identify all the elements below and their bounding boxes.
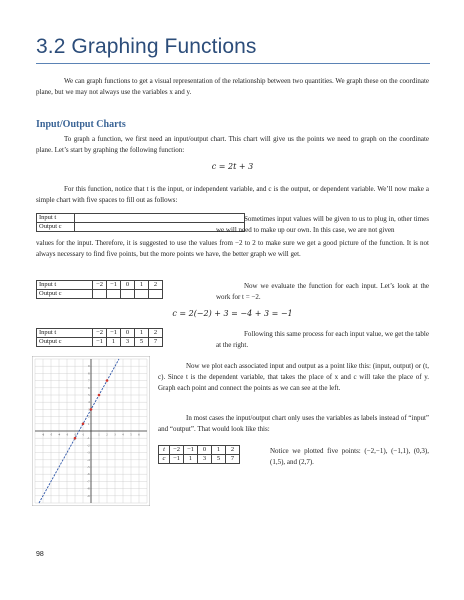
output-cell: 5 <box>135 338 149 347</box>
input-cell: 1 <box>135 281 149 290</box>
input-cell: 0 <box>121 281 135 290</box>
page-number: 98 <box>36 551 44 558</box>
title-rule <box>36 63 430 64</box>
y-tick-label: -9 <box>87 494 90 498</box>
input-cell: 1 <box>135 329 149 338</box>
equation-2: c = 2(−2) + 3 = −4 + 3 = −1 <box>172 309 293 318</box>
equation-1: c = 2t + 3 <box>211 162 254 171</box>
y-tick-label: -8 <box>87 487 90 491</box>
y-tick-label: 4 <box>88 401 90 405</box>
output-cell: −1 <box>93 338 107 347</box>
short-label-output: c <box>159 455 170 464</box>
input-cell: 2 <box>149 281 163 290</box>
data-point <box>90 408 93 411</box>
x-tick-label: 1 <box>98 433 100 437</box>
short-io-table <box>158 445 240 464</box>
y-tick-label: 6 <box>88 386 90 390</box>
output-cell: 1 <box>107 338 121 347</box>
x-tick-label: 5 <box>130 433 132 437</box>
x-tick-label: -4 <box>57 433 61 437</box>
input-cell: −1 <box>107 281 121 290</box>
paragraph-4: Now we evaluate the function for each input. Let’s look at the work for t = −2. <box>216 282 429 302</box>
y-tick-label: 2 <box>88 415 90 419</box>
paragraph-7: In most cases the input/output chart only uses the variables as labels instead of “input” and “output”. That would look like this: <box>158 414 429 434</box>
input-cell: −1 <box>107 329 121 338</box>
data-point <box>106 379 109 382</box>
y-tick-label: 8 <box>88 372 90 376</box>
input-cell: −2 <box>170 446 184 455</box>
output-cell: 5 <box>212 455 226 464</box>
x-tick-label: 4 <box>122 433 124 437</box>
table-label-output: Output c <box>37 223 75 232</box>
input-cell: 0 <box>198 446 212 455</box>
y-tick-label: 3 <box>88 408 90 412</box>
y-tick-label: 5 <box>88 394 90 397</box>
paragraph-2: For this function, notice that t is the input, or independent variable, and c is the output, or dependent variable. We’ll now make a simple chart with five spaces to fill out as follows: <box>36 185 429 205</box>
x-tick-label: -5 <box>49 433 53 437</box>
data-point <box>74 437 77 440</box>
input-cell: 1 <box>212 446 226 455</box>
input-cell: 2 <box>149 329 163 338</box>
input-cell: 2 <box>226 446 240 455</box>
input-cell: −1 <box>184 446 198 455</box>
x-tick-label: -1 <box>81 433 85 437</box>
page-title: 3.2 Graphing Functions <box>36 35 257 58</box>
y-tick-label: -6 <box>87 473 90 477</box>
x-tick-label: 6 <box>138 433 140 437</box>
input-cell: 0 <box>121 329 135 338</box>
x-tick-label: -2 <box>73 433 77 437</box>
x-tick-label: -6 <box>41 433 45 437</box>
completed-io-table <box>36 328 163 347</box>
short-label-input: t <box>159 446 170 455</box>
y-tick-label: -5 <box>87 466 90 469</box>
y-tick-label: 9 <box>88 365 90 369</box>
inputs-io-table <box>36 280 163 299</box>
output-cell: −1 <box>170 455 184 464</box>
y-tick-label: 7 <box>88 379 90 383</box>
paragraph-8: Notice we plotted five points: (−2,−1), (−1,1), (0,3), (1,5), and (2,7). <box>270 447 429 467</box>
output-cell: 3 <box>121 338 135 347</box>
table-label-output: Output c <box>37 290 93 299</box>
empty-io-table <box>36 213 245 232</box>
paragraph-5: Following this same process for each input value, we get the table at the right. <box>216 330 429 350</box>
data-point <box>82 423 85 426</box>
intro-paragraph: We can graph functions to get a visual representation of the relationship between two quantities. We graph these on the coordinate plane, but we may not always use the variables x and y. <box>36 77 429 97</box>
table-label-output: Output c <box>37 338 93 347</box>
paragraph-6: Now we plot each associated input and output as a point like this: (input, output) or (t, c). Since t is the dependent variable, that takes the place of x and c will take the place of y. Graph each point and connect the points as we can see at the left. <box>158 362 429 393</box>
y-tick-label: -3 <box>87 451 90 455</box>
table-label-input: Input t <box>37 281 93 290</box>
table-label-input: Input t <box>37 329 93 338</box>
table-label-input: Input t <box>37 214 75 223</box>
section-heading: Input/Output Charts <box>36 119 126 130</box>
y-tick-label: 1 <box>88 422 90 426</box>
paragraph-1: To graph a function, we first need an input/output chart. This chart will give us the points we need to graph on the coordinate plane. Let’s start by graphing the following function: <box>36 135 429 155</box>
output-cell: 1 <box>184 455 198 464</box>
y-tick-label: -2 <box>87 444 90 448</box>
y-tick-label: -4 <box>87 458 90 462</box>
output-cell: 3 <box>198 455 212 464</box>
y-tick-label: -7 <box>87 480 90 484</box>
function-graph <box>32 356 150 506</box>
input-cell: −2 <box>93 281 107 290</box>
paragraph-3a: Sometimes input values will be given to us to plug in, other times we will need to make up our own. In this case, we are not given <box>216 215 429 235</box>
x-tick-label: 3 <box>114 433 116 437</box>
input-cell: −2 <box>93 329 107 338</box>
y-tick-label: -1 <box>87 437 90 441</box>
data-point <box>98 394 101 397</box>
x-tick-label: -3 <box>65 433 69 437</box>
x-tick-label: 2 <box>106 433 108 437</box>
output-cell: 7 <box>149 338 163 347</box>
output-cell: 7 <box>226 455 240 464</box>
paragraph-3b: values for the input. Therefore, it is suggested to use the values from −2 to 2 to make sure we get a good picture of the function. It is not always necessary to find five points, but the more points we have, the better graph we will get. <box>36 239 429 259</box>
